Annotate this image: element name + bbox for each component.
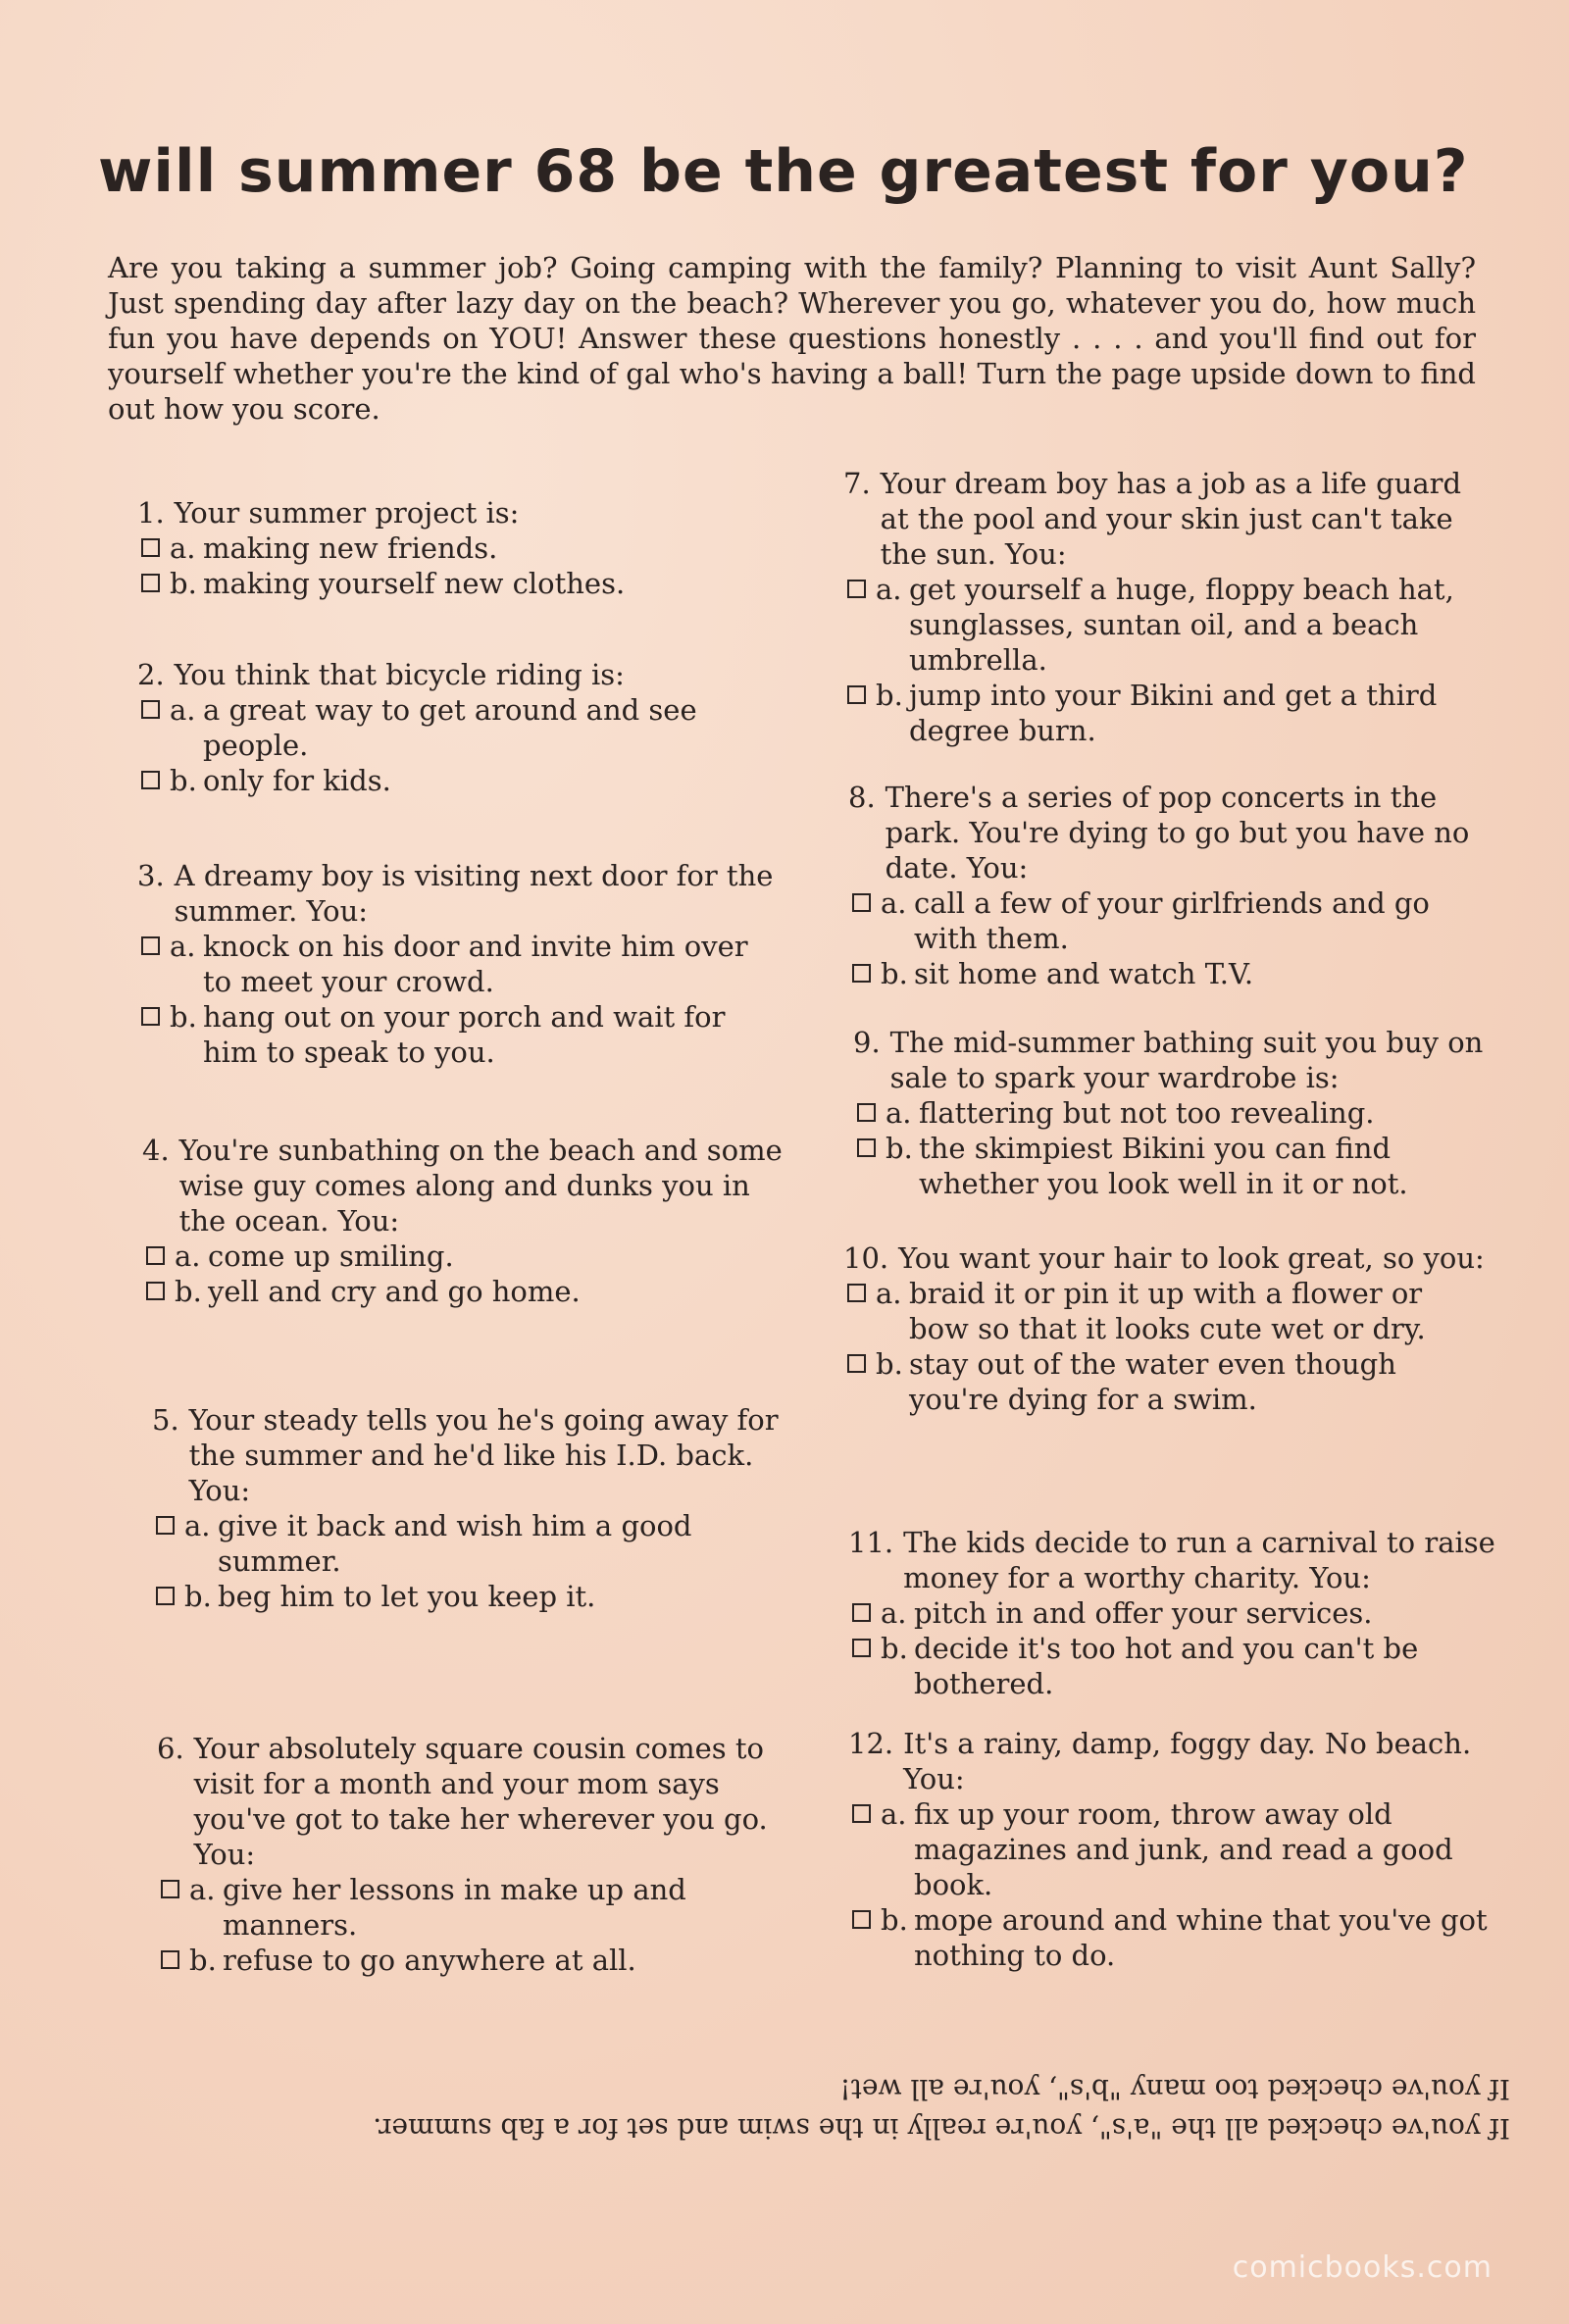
option-text: give it back and wish him a good summer. [218, 1509, 692, 1578]
watermark: comicbooks.com [1232, 2250, 1493, 2285]
question-8 [848, 780, 1495, 991]
checkbox-b[interactable] [852, 964, 871, 983]
question-number: 9. [853, 1026, 881, 1059]
option-text: sit home and watch T.V. [914, 957, 1254, 990]
question-prompt [853, 1025, 1500, 1095]
option-letter: b. [876, 679, 903, 712]
option-letter: a. [170, 930, 196, 963]
checkbox-b[interactable] [161, 1950, 179, 1969]
question-number: 5. [152, 1403, 179, 1437]
option-text: the skimpiest Bikini you can find whether you look well in it or not. [919, 1132, 1408, 1200]
option-b[interactable] [848, 1902, 1495, 1973]
option-text: mope around and whine that you've got nothing to do. [914, 1903, 1488, 1972]
question-number: 2. [137, 658, 165, 691]
checkbox-b[interactable] [146, 1282, 165, 1300]
option-letter: a. [175, 1239, 201, 1273]
option-text: get yourself a huge, floppy beach hat, sunglasses, suntan oil, and a beach umbrella. [909, 573, 1454, 677]
option-letter: a. [184, 1509, 211, 1542]
option-a[interactable] [142, 1238, 789, 1274]
question-text: The kids decide to run a carnival to raise money for a worthy charity. You: [903, 1526, 1495, 1594]
option-letter: b. [170, 567, 197, 600]
question-number: 6. [157, 1732, 184, 1765]
option-text: making yourself new clothes. [203, 567, 626, 600]
option-b[interactable] [843, 678, 1491, 748]
option-text: braid it or pin it up with a flower or bow so that it looks cute wet or dry. [909, 1277, 1426, 1345]
page-title: will summer 68 be the greatest for you? [98, 137, 1469, 206]
question-prompt [152, 1402, 799, 1508]
option-text: jump into your Bikini and get a third degree burn. [909, 679, 1438, 747]
question-number: 1. [137, 496, 165, 530]
option-b[interactable] [848, 1631, 1495, 1701]
option-letter: b. [184, 1580, 212, 1613]
question-9 [853, 1025, 1500, 1201]
option-text: flattering but not too revealing. [919, 1096, 1375, 1130]
question-number: 12. [848, 1727, 894, 1760]
checkbox-b[interactable] [857, 1138, 876, 1157]
option-a[interactable] [157, 1872, 804, 1943]
checkbox-a[interactable] [847, 580, 866, 598]
option-b[interactable] [142, 1274, 789, 1309]
question-7 [843, 466, 1491, 748]
option-letter: b. [881, 957, 908, 990]
option-a[interactable] [843, 572, 1491, 678]
question-prompt [137, 495, 784, 530]
checkbox-a[interactable] [847, 1284, 866, 1302]
question-number: 4. [142, 1134, 170, 1167]
option-letter: b. [881, 1903, 908, 1937]
question-4 [142, 1133, 789, 1309]
question-text: Your absolutely square cousin comes to visit for a month and your mom says you've got to take her wherever you go. You: [193, 1732, 768, 1871]
checkbox-b[interactable] [141, 574, 160, 592]
checkbox-b[interactable] [852, 1639, 871, 1657]
option-b[interactable] [157, 1943, 804, 1978]
question-prompt [843, 466, 1491, 572]
question-number: 11. [848, 1526, 894, 1559]
option-b[interactable] [843, 1346, 1491, 1417]
option-letter: a. [881, 1797, 907, 1831]
checkbox-a[interactable] [156, 1516, 175, 1535]
checkbox-b[interactable] [141, 771, 160, 789]
question-1 [137, 495, 784, 601]
option-b[interactable] [853, 1131, 1500, 1201]
option-a[interactable] [848, 1595, 1495, 1631]
option-text: come up smiling. [208, 1239, 454, 1273]
option-text: pitch in and offer your services. [914, 1596, 1373, 1630]
option-a[interactable] [137, 692, 784, 763]
checkbox-b[interactable] [847, 1354, 866, 1373]
question-prompt [848, 1726, 1495, 1796]
option-b[interactable] [848, 956, 1495, 991]
option-text: knock on his door and invite him over to meet your crowd. [203, 930, 748, 998]
option-letter: a. [886, 1096, 912, 1130]
option-letter: b. [881, 1632, 908, 1665]
question-prompt [142, 1133, 789, 1238]
question-5 [152, 1402, 799, 1614]
question-text: It's a rainy, damp, foggy day. No beach. You: [903, 1727, 1472, 1795]
question-number: 8. [848, 781, 876, 814]
option-text: yell and cry and go home. [208, 1275, 581, 1308]
question-prompt [137, 858, 784, 929]
option-b[interactable] [137, 999, 784, 1070]
question-text: A dreamy boy is visiting next door for the summer. You: [174, 859, 774, 928]
option-a[interactable] [843, 1276, 1491, 1346]
question-prompt [843, 1240, 1491, 1276]
checkbox-b[interactable] [847, 685, 866, 704]
question-number: 7. [843, 467, 871, 500]
option-letter: b. [876, 1347, 903, 1381]
question-prompt [848, 780, 1495, 885]
option-letter: a. [881, 1596, 907, 1630]
question-text: There's a series of pop concerts in the park. You're dying to go but you have no date. You: [885, 781, 1470, 884]
answer-line-2: If you've checked too many "b's", you're all wet! [839, 2073, 1510, 2105]
question-3 [137, 858, 784, 1070]
option-b[interactable] [152, 1579, 799, 1614]
option-letter: a. [876, 1277, 902, 1310]
option-letter: a. [876, 573, 902, 606]
option-a[interactable] [848, 885, 1495, 956]
checkbox-a[interactable] [146, 1246, 165, 1265]
checkbox-a[interactable] [141, 538, 160, 557]
checkbox-a[interactable] [141, 936, 160, 955]
option-letter: a. [189, 1873, 216, 1906]
checkbox-a[interactable] [852, 1804, 871, 1823]
option-text: fix up your room, throw away old magazines and junk, and read a good book. [914, 1797, 1453, 1901]
option-letter: b. [189, 1944, 217, 1977]
option-letter: a. [170, 693, 196, 727]
question-number: 10. [843, 1241, 889, 1275]
option-a[interactable] [137, 929, 784, 999]
option-b[interactable] [137, 763, 784, 798]
question-text: You think that bicycle riding is: [174, 658, 625, 691]
question-text: You want your hair to look great, so you: [898, 1241, 1485, 1275]
upside-down-answer [137, 2069, 1510, 2147]
intro-paragraph: Are you taking a summer job? Going camping with the family? Planning to visit Aunt Sally? Just spending day after lazy day on the beach? Wherever you go, whatever you do, how much fun you have depends on YOU! Answer these questions honestly . . . . and you'll find out for yourself whether you're the kind of gal who's having a ball! Turn the page upside down to find out how you score. [108, 251, 1476, 426]
option-letter: b. [170, 764, 197, 797]
option-text: only for kids. [203, 764, 391, 797]
question-text: You're sunbathing on the beach and some wise guy comes along and dunks you in the ocean. You: [178, 1134, 783, 1238]
option-letter: a. [881, 886, 907, 920]
checkbox-a[interactable] [852, 893, 871, 912]
option-a[interactable] [137, 530, 784, 566]
question-11 [848, 1525, 1495, 1701]
option-letter: b. [886, 1132, 913, 1165]
checkbox-b[interactable] [141, 1007, 160, 1026]
option-letter: b. [170, 1000, 197, 1034]
option-text: beg him to let you keep it. [218, 1580, 596, 1613]
option-text: hang out on your porch and wait for him to speak to you. [203, 1000, 726, 1069]
question-text: The mid-summer bathing suit you buy on sale to spark your wardrobe is: [889, 1026, 1484, 1094]
checkbox-a[interactable] [852, 1603, 871, 1622]
question-text: Your dream boy has a job as a life guard at the pool and your skin just can't take the sun. You: [880, 467, 1462, 571]
option-text: a great way to get around and see people. [203, 693, 697, 762]
answer-line-1: If you've checked all the "a's", you're really in the swim and set for a fab summer. [373, 2112, 1510, 2145]
option-text: decide it's too hot and you can't be bothered. [914, 1632, 1419, 1700]
option-letter: b. [175, 1275, 202, 1308]
option-text: refuse to go anywhere at all. [223, 1944, 636, 1977]
question-12 [848, 1726, 1495, 1973]
checkbox-a[interactable] [141, 700, 160, 719]
option-a[interactable] [848, 1796, 1495, 1902]
question-number: 3. [137, 859, 165, 892]
checkbox-a[interactable] [857, 1103, 876, 1122]
question-2 [137, 657, 784, 798]
question-text: Your steady tells you he's going away for the summer and he'd like his I.D. back. You: [188, 1403, 779, 1507]
option-text: call a few of your girlfriends and go with them. [914, 886, 1430, 955]
checkbox-b[interactable] [156, 1587, 175, 1605]
option-b[interactable] [137, 566, 784, 601]
question-prompt [848, 1525, 1495, 1595]
option-text: making new friends. [203, 531, 498, 565]
question-prompt [157, 1731, 804, 1872]
option-letter: a. [170, 531, 196, 565]
option-text: give her lessons in make up and manners. [223, 1873, 686, 1942]
question-text: Your summer project is: [174, 496, 520, 530]
question-prompt [137, 657, 784, 692]
question-10 [843, 1240, 1491, 1417]
option-a[interactable] [853, 1095, 1500, 1131]
option-text: stay out of the water even though you're dying for a swim. [909, 1347, 1396, 1416]
checkbox-a[interactable] [161, 1880, 179, 1898]
option-a[interactable] [152, 1508, 799, 1579]
checkbox-b[interactable] [852, 1910, 871, 1929]
question-6 [157, 1731, 804, 1978]
